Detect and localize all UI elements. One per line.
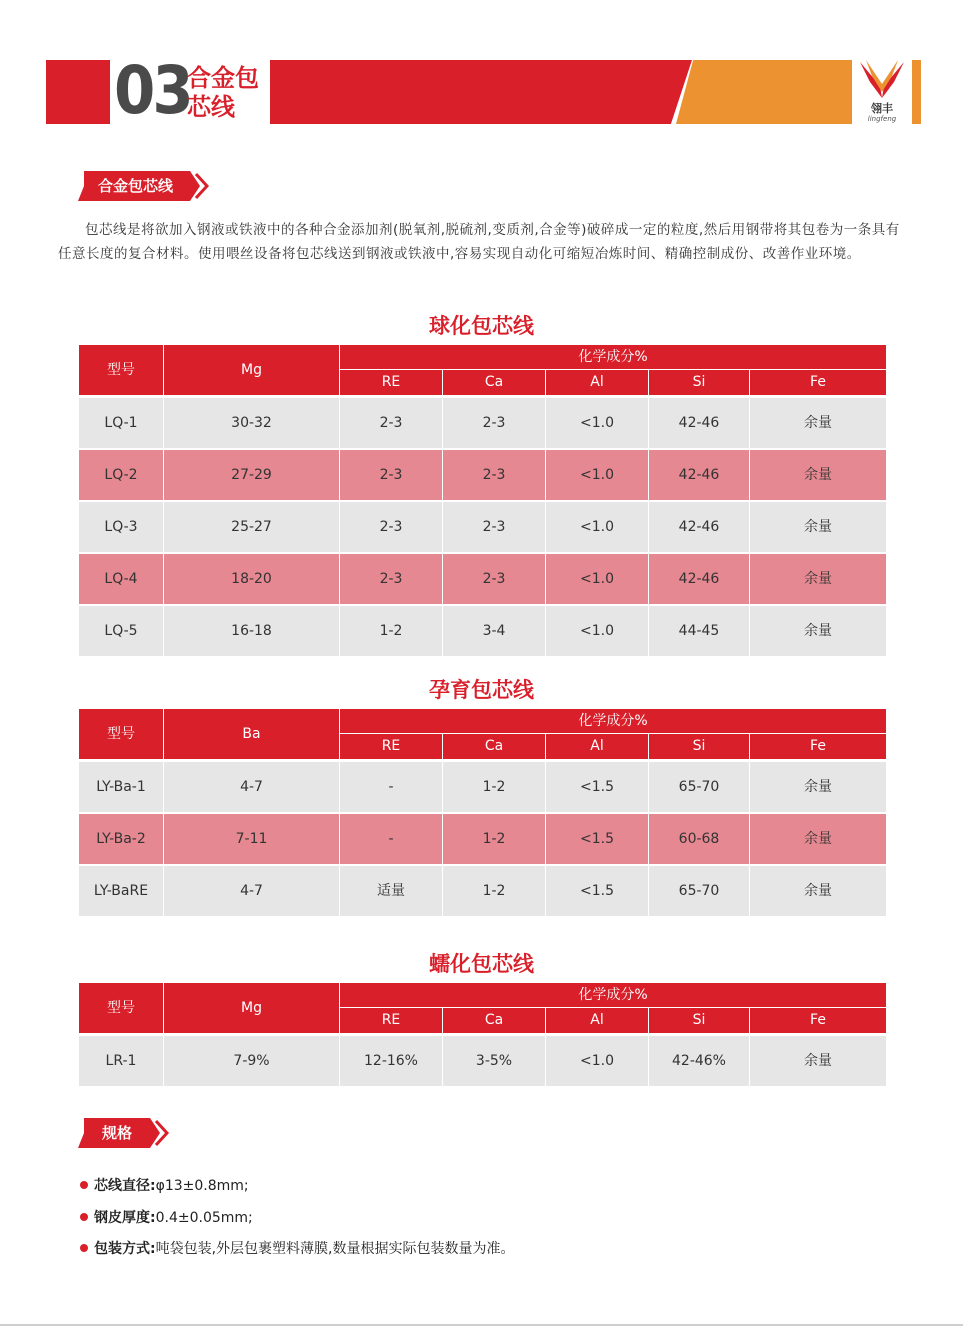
spec-value: 吨袋包装,外层包裹塑料薄膜,数量根据实际包装数量为准。 [155, 1241, 515, 1257]
cell: 2-3 [340, 398, 442, 448]
cell: 余量 [750, 398, 886, 448]
table-inoculant [79, 709, 886, 918]
cell: 25-27 [164, 502, 339, 552]
cell: - [340, 762, 442, 812]
cell: 1-2 [443, 762, 545, 812]
bullet-dot-icon [80, 1244, 88, 1252]
cell: 42-46 [649, 554, 749, 604]
table-row [79, 1036, 886, 1088]
table-header [79, 983, 886, 1033]
wing-logo-icon [860, 60, 904, 100]
spec-item-packaging [80, 1239, 515, 1259]
header-red-block-left [46, 60, 110, 124]
header-model: 型号 [79, 983, 163, 1033]
cell: 适量 [340, 866, 442, 916]
cell: <1.0 [546, 398, 648, 448]
header-sub: Ca [443, 1008, 545, 1033]
cell: <1.5 [546, 762, 648, 812]
spec-key: 钢皮厚度: [94, 1210, 156, 1226]
cell: 2-3 [340, 554, 442, 604]
bottom-divider [0, 1324, 963, 1326]
cell: 余量 [750, 450, 886, 500]
cell: 4-7 [164, 866, 339, 916]
cell: 65-70 [649, 866, 749, 916]
table-row [79, 398, 886, 450]
cell: <1.5 [546, 866, 648, 916]
header-model: 型号 [79, 709, 163, 759]
cell: 1-2 [443, 866, 545, 916]
cell: 2-3 [443, 398, 545, 448]
cell: 余量 [750, 606, 886, 656]
spec-key: 芯线直径: [94, 1178, 156, 1194]
cell: - [340, 814, 442, 864]
cell: 60-68 [649, 814, 749, 864]
cell: 余量 [750, 554, 886, 604]
cell: 42-46 [649, 398, 749, 448]
header-key: Ba [164, 709, 339, 759]
header-sub: Ca [443, 370, 545, 395]
cell: 44-45 [649, 606, 749, 656]
spec-item-thickness [80, 1208, 253, 1228]
chapter-number: 03 [114, 52, 191, 129]
cell: 3-5% [443, 1036, 545, 1086]
spec-key: 包装方式: [94, 1241, 156, 1257]
cell: LR-1 [79, 1036, 163, 1086]
header-sub: Ca [443, 734, 545, 759]
cell: 42-46 [649, 450, 749, 500]
header-group: 化学成分% [340, 983, 886, 1007]
table-title-nodularizing: 球化包芯线 [429, 314, 534, 338]
cell: 余量 [750, 866, 886, 916]
cell: 2-3 [443, 450, 545, 500]
table-header [79, 345, 886, 395]
header-sub: Al [546, 1008, 648, 1033]
section-tag-label: 规格 [102, 1124, 133, 1142]
cell: <1.0 [546, 450, 648, 500]
header-sub: Al [546, 370, 648, 395]
cell: 2-3 [443, 554, 545, 604]
cell: 12-16% [340, 1036, 442, 1086]
cell: LQ-1 [79, 398, 163, 448]
cell: 2-3 [443, 502, 545, 552]
cell: 1-2 [340, 606, 442, 656]
header-key: Mg [164, 983, 339, 1033]
cell: 7-11 [164, 814, 339, 864]
cell: 1-2 [443, 814, 545, 864]
cell: 16-18 [164, 606, 339, 656]
header-model: 型号 [79, 345, 163, 395]
header-group: 化学成分% [340, 345, 886, 369]
cell: <1.0 [546, 606, 648, 656]
header-sub: Si [649, 370, 749, 395]
cell: <1.0 [546, 1036, 648, 1086]
cell: LY-Ba-2 [79, 814, 163, 864]
header-key: Mg [164, 345, 339, 395]
cell: 42-46% [649, 1036, 749, 1086]
cell: LQ-2 [79, 450, 163, 500]
bullet-dot-icon [80, 1181, 88, 1189]
table-row [79, 450, 886, 502]
header-sub: Si [649, 1008, 749, 1033]
cell: 18-20 [164, 554, 339, 604]
header-sub: Si [649, 734, 749, 759]
header-sub: RE [340, 1008, 442, 1033]
cell: 65-70 [649, 762, 749, 812]
header-sub: RE [340, 370, 442, 395]
cell: 30-32 [164, 398, 339, 448]
cell: LY-BaRE [79, 866, 163, 916]
header-group: 化学成分% [340, 709, 886, 733]
cell: 余量 [750, 502, 886, 552]
table-title-inoculant: 孕育包芯线 [429, 678, 534, 702]
section-tag-specs [78, 1118, 172, 1148]
cell: 2-3 [340, 502, 442, 552]
header-sub: Fe [750, 370, 886, 395]
cell: 余量 [750, 1036, 886, 1086]
cell: <1.0 [546, 554, 648, 604]
cell: LQ-5 [79, 606, 163, 656]
table-row [79, 502, 886, 554]
cell: LQ-4 [79, 554, 163, 604]
cell: 余量 [750, 814, 886, 864]
section-tag-alloy-cored-wire [78, 171, 212, 201]
table-row [79, 606, 886, 658]
cell: LQ-3 [79, 502, 163, 552]
table-title-vermicularizing: 蠕化包芯线 [429, 952, 534, 976]
cell: 3-4 [443, 606, 545, 656]
cell: <1.5 [546, 814, 648, 864]
cell: 27-29 [164, 450, 339, 500]
table-row [79, 866, 886, 918]
header-red-band [270, 60, 692, 124]
intro-paragraph: 包芯线是将欲加入钢液或铁液中的各种合金添加剂(脱氧剂,脱硫剂,变质剂,合金等)破碎成一定的粒度,然后用钢带将其包卷为一条具有任意长度的复合材料。使用喂丝设备将包芯线送到钢液或铁液中,容易实现自动化可缩短冶炼时间、精确控制成份、改善作业环境。 [58, 222, 900, 262]
cell: 7-9% [164, 1036, 339, 1086]
bullet-dot-icon [80, 1213, 88, 1221]
table-row [79, 554, 886, 606]
cell: LY-Ba-1 [79, 762, 163, 812]
logo-text-en: lingfeng [867, 115, 897, 123]
table-nodularizing [79, 345, 886, 658]
section-tag-label: 合金包芯线 [98, 177, 174, 195]
header-sub: Al [546, 734, 648, 759]
table-header [79, 709, 886, 759]
cell: 4-7 [164, 762, 339, 812]
header-sub: Fe [750, 1008, 886, 1033]
spec-value: φ13±0.8mm; [155, 1178, 249, 1194]
spec-item-diameter [80, 1176, 249, 1196]
cell: 2-3 [340, 450, 442, 500]
table-vermicularizing [79, 983, 886, 1088]
cell: 余量 [750, 762, 886, 812]
cell: <1.0 [546, 502, 648, 552]
table-row [79, 762, 886, 814]
header-sub: Fe [750, 734, 886, 759]
spec-value: 0.4±0.05mm; [155, 1210, 253, 1226]
chapter-title: 合金包芯线 [187, 64, 259, 121]
cell: 42-46 [649, 502, 749, 552]
logo-text-cn: 翎丰 [871, 102, 893, 115]
header-sub: RE [340, 734, 442, 759]
table-row [79, 814, 886, 866]
